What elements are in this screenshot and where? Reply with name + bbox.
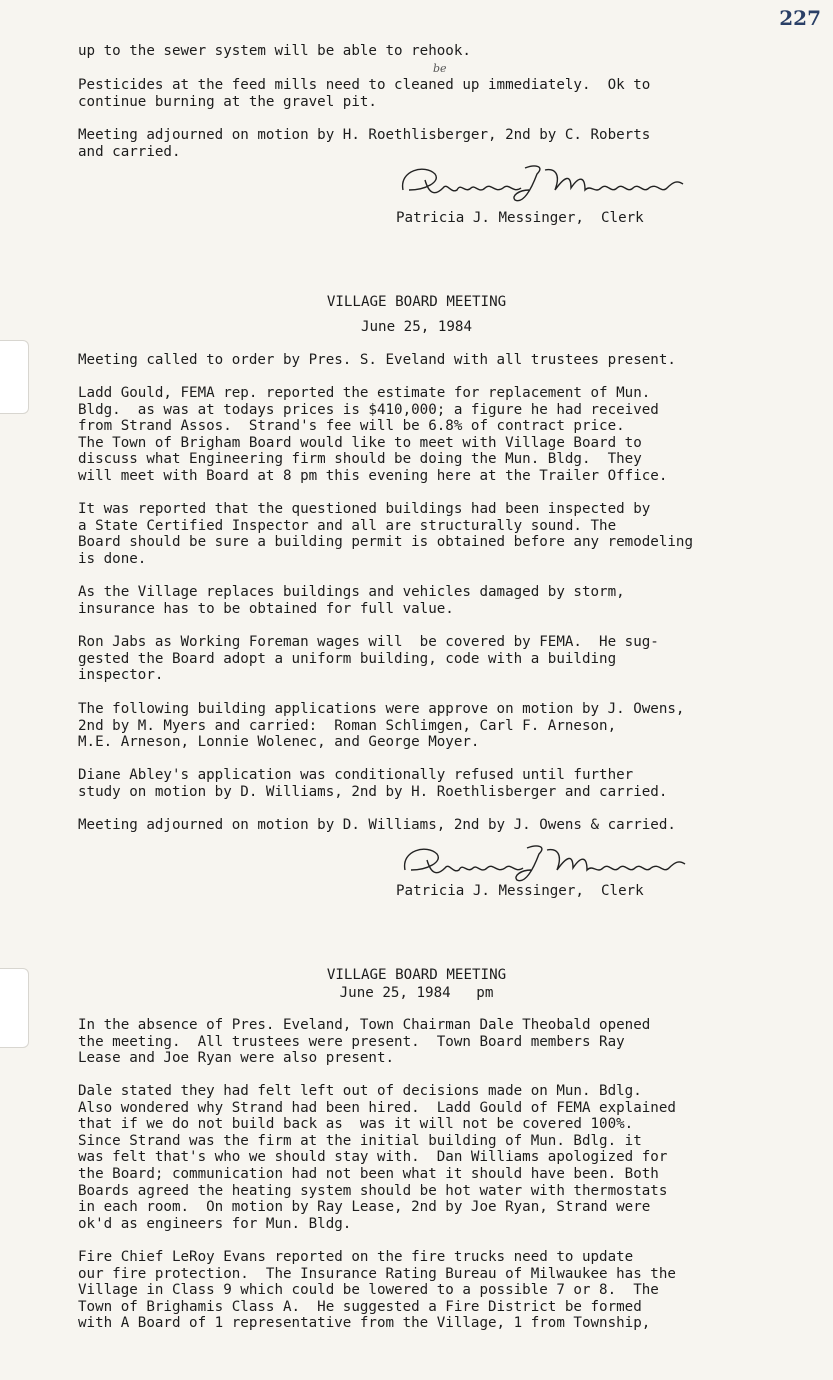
sec2-paragraph-1: Meeting called to order by Pres. S. Eveland with all trustees present. [78,352,676,368]
sec2-paragraph-3: It was reported that the questioned buildings had been inspected by a State Certified Inspector and all are structurally sound. The Board should be sure a building permit is obtained before any remodeling is done. [78,501,693,567]
sec1-paragraph-2 [78,77,808,110]
sec3-paragraph-3: Fire Chief LeRoy Evans reported on the fire trucks need to update our fire protection. The Insurance Rating Bureau of Milwaukee has the Village in Class 9 which could be lowered to a possible 7 or 8. The Town of Brighamis Class A. He suggested a Fire District be formed with A Board of 1 representative from the Village, 1 from Township, [78,1249,676,1332]
binder-tab-top [0,340,29,414]
page-number: 227 [779,6,821,30]
sec2-date: June 25, 1984 [360,319,473,335]
signature-2-drawing [395,840,695,888]
sec2-paragraph-6: The following building applications were approve on motion by J. Owens, 2nd by M. Myers and carried: Roman Schlimgen, Carl F. Arneson, M.E. Arneson, Lonnie Wolenec, and George Moyer. [78,701,685,751]
sec3-date: June 25, 1984 pm [339,985,494,1001]
sec1-p2-rest: cleaned up immediately. Ok to continue burning at the gravel pit. [78,77,651,110]
sec2-paragraph-8: Meeting adjourned on motion by D. Williams, 2nd by J. Owens & carried. [78,817,676,833]
sec1-p2-start: Pesticides at the feed mills need to [78,77,386,93]
sec2-paragraph-2: Ladd Gould, FEMA rep. reported the estimate for replacement of Mun. Bldg. as was at todays prices is $410,000; a figure he had received from Strand Assos. Strand's fee will be 6.8% of contract price. The Town of Brigham Board would like to meet with Village Board to discuss what Engineering firm should be doing the Mun. Bldg. They will meet with Board at 8 pm this evening here at the Trailer Office. [78,385,668,484]
sec3-paragraph-2: Dale stated they had felt left out of decisions made on Mun. Bdlg. Also wondered why Strand had been hired. Ladd Gould of FEMA explained that if we do not build back as was it will not be covered 100%. Since Strand was the firm at the initial building of Mun. Bdlg. it was felt that's who we should stay with. Dan Williams apologized for the Board; communication had not been what it should have been. Both Boards agreed the heating system should be hot water with thermostats in each room. On motion by Ray Lease, 2nd by Joe Ryan, Strand were ok'd as engineers for Mun. Bldg. [78,1083,676,1232]
sec1-paragraph-3: Meeting adjourned on motion by H. Roethlisberger, 2nd by C. Roberts and carried. [78,127,651,160]
sec3-paragraph-1: In the absence of Pres. Eveland, Town Chairman Dale Theobald opened the meeting. All trustees were present. Town Board members Ray Lease and Joe Ryan were also present. [78,1017,651,1067]
handwritten-insert: be [433,62,447,75]
sec2-paragraph-5: Ron Jabs as Working Foreman wages will be covered by FEMA. He sug- gested the Board adopt a uniform building, code with a building inspector. [78,634,659,684]
sec2-title: VILLAGE BOARD MEETING [326,294,507,310]
sec2-paragraph-7: Diane Abley's application was conditionally refused until further study on motion by D. Williams, 2nd by H. Roethlisberger and carried. [78,767,668,800]
sec3-title: VILLAGE BOARD MEETING [326,967,507,983]
signature-1-drawing [395,160,695,208]
signature-1 [395,160,695,208]
sec2-clerk-name: Patricia J. Messinger, Clerk [396,883,644,899]
sec2-paragraph-4: As the Village replaces buildings and vehicles damaged by storm, insurance has to be obtained for full value. [78,584,625,617]
sec1-paragraph-1: up to the sewer system will be able to rehook. [78,43,471,59]
sec1-clerk-name: Patricia J. Messinger, Clerk [396,210,644,226]
signature-2 [395,840,695,888]
